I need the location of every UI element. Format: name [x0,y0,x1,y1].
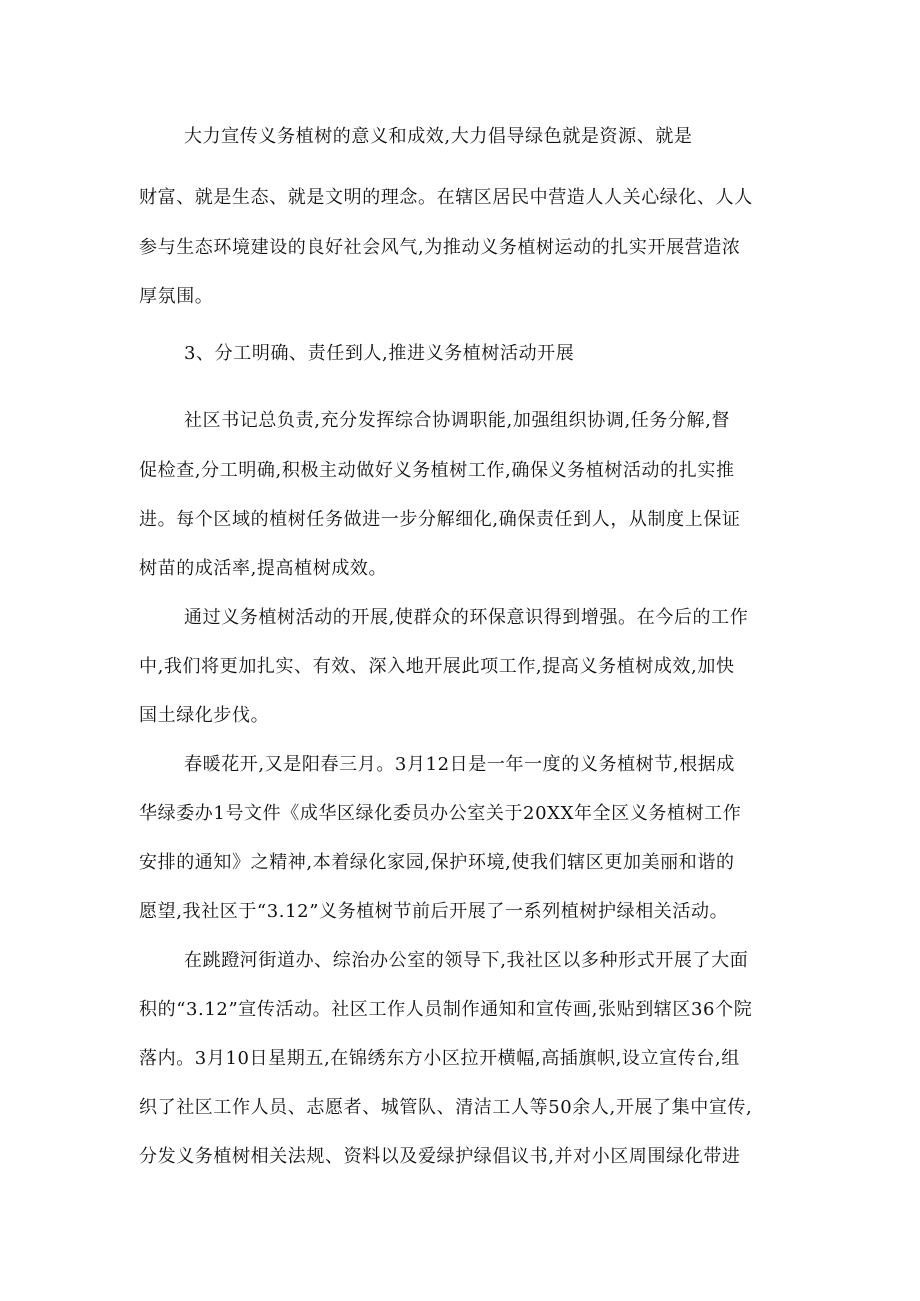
text-line: 春暖花开,又是阳春三月。3月12日是一年一度的义务植树节,根据成 [184,754,735,775]
text-line: 财富、就是生态、就是文明的理念。在辖区居民中营造人人关心绿化、人人 [139,187,753,208]
text-line: 国土绿化步伐。 [139,705,270,726]
text-line: 在跳蹬河街道办、综治办公室的领导下,我社区以多种形式开展了大面 [184,950,749,971]
text-line: 参与生态环境建设的良好社会风气,为推动义务植树运动的扎实开展营造浓 [139,237,741,258]
text-line: 中,我们将更加扎实、有效、深入地开展此项工作,提高义务植树成效,加快 [139,656,735,677]
text-line: 促检查,分工明确,积极主动做好义务植树工作,确保义务植树活动的扎实推 [139,460,735,481]
text-line: 进。每个区域的植树任务做进一步分解细化,确保责任到人，从制度上保证 [139,509,741,530]
text-line: 大力宣传义务植树的意义和成效,大力倡导绿色就是资源、就是 [184,126,693,147]
text-line: 分发义务植树相关法规、资料以及爱绿护绿倡议书,并对小区周围绿化带进 [139,1146,741,1167]
text-line: 积的“3.12”宣传活动。社区工作人员制作通知和宣传画,张贴到辖区36个院 [139,999,753,1020]
text-line: 华绿委办1号文件《成华区绿化委员办公室关于20XX年全区义务植树工作 [139,803,742,824]
text-line: 社区书记总负责,充分发挥综合协调职能,加强组织协调,任务分解,督 [184,410,731,431]
text-line: 愿望,我社区于“3.12”义务植树节前后开展了一系列植树护绿相关活动。 [139,901,729,922]
text-line: 厚氛围。 [139,286,214,307]
text-line: 织了社区工作人员、志愿者、城管队、清洁工人等50余人,开展了集中宣传, [139,1097,753,1118]
text-line: 通过义务植树活动的开展,使群众的环保意识得到增强。在今后的工作 [184,607,749,628]
text-line: 落内。3月10日星期五,在锦绣东方小区拉开横幅,高插旗帜,设立宣传台,组 [139,1048,740,1069]
section-heading: 3、分工明确、责任到人,推进义务植树活动开展 [184,343,575,364]
text-line: 安排的通知》之精神,本着绿化家园,保护环境,使我们辖区更加美丽和谐的 [139,852,735,873]
text-line: 树苗的成活率,提高植树成效。 [139,558,388,579]
